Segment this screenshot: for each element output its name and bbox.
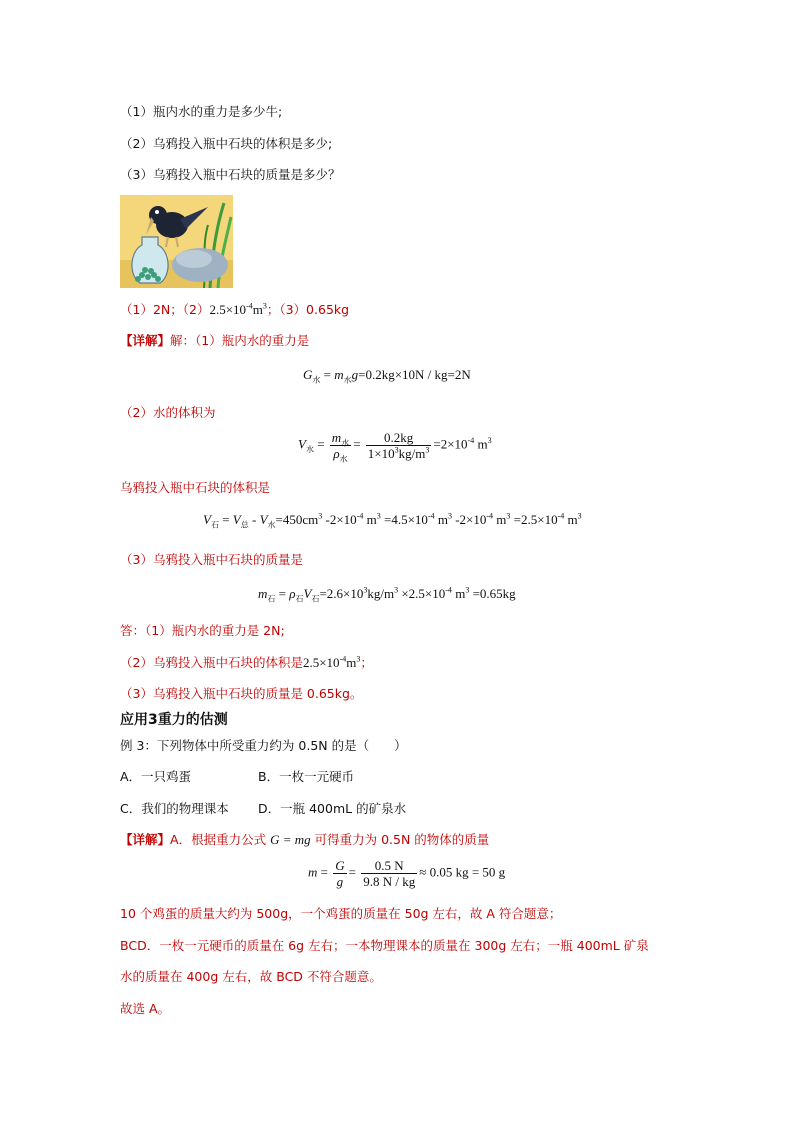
- equation-volume-stone: $V_石 = V_总 - V_水=450cm^3$ $-2\times 10^{-4}$ $m^3 =4.5\times 10^{-4}$ $m^3$ $-2\times 10^{-4}$ $m^3 =2.5\times 10^{-4}$ $m^3$: [203, 511, 582, 530]
- detail-intro: 【详解】解：（1）瓶内水的重力是: [120, 333, 310, 348]
- equation-mass-estimate: m = $\frac{G}{g}$ = $\frac{0.5 N}{9.8 N / kg}$ ≈ 0.05 kg = 50 g: [308, 858, 506, 889]
- crow-bottle-illustration: [120, 195, 233, 288]
- equation-volume-water: $V_水$ = $\frac{m_水}{\rho_水}$ = $\frac{0.2kg}{1\times 10^3kg/m^3}$ $=2\times 10^{-4}$ $m^3$: [298, 430, 492, 464]
- step-2-heading: （2）水的体积为: [120, 405, 216, 420]
- option-a: A．一只鸡蛋: [120, 769, 192, 784]
- example-3: 例 3：下列物体中所受重力约为 0.5N 的是（ ）: [120, 738, 407, 753]
- option-c: C．我们的物理课本: [120, 801, 229, 816]
- explanation-line-1: 10 个鸡蛋的质量大约为 500g，一个鸡蛋的质量在 50g 左右，故 A 符合题意；: [120, 906, 562, 921]
- question-2: （2）乌鸦投入瓶中石块的体积是多少;: [120, 136, 333, 151]
- equation-gravity: $G_水 = m_水g=0.2kg\times 10N / kg=2N$: [303, 367, 471, 385]
- answer-summary: （1）2N；$(2)2.5\times 10^{-4}m^3$；（3）0.65kg: [120, 301, 350, 317]
- step-2b-heading: 乌鸦投入瓶中石块的体积是: [120, 480, 271, 495]
- conclusion-1: 答：（1）瓶内水的重力是 2N;: [120, 623, 285, 638]
- section-title: 应用3重力的估测: [120, 712, 228, 728]
- option-b: B．一枚一元硬币: [258, 769, 355, 784]
- step-3-heading: （3）乌鸦投入瓶中石块的质量是: [120, 552, 303, 567]
- conclusion-3: （3）乌鸦投入瓶中石块的质量是 0.65kg。: [120, 686, 363, 701]
- explanation-line-3: 水的质量在 400g 左右，故 BCD 不符合题意。: [120, 969, 382, 984]
- question-1: （1）瓶内水的重力是多少牛;: [120, 104, 283, 119]
- option-d: D．一瓶 400mL 的矿泉水: [258, 801, 407, 816]
- conclusion-2: （2）乌鸦投入瓶中石块的体积是$2.5\times 10^{-4}m^3$；: [120, 654, 373, 670]
- final-choice: 故选 A。: [120, 1001, 171, 1016]
- explanation-line-2: BCD．一枚一元硬币的质量在 6g 左右；一本物理课本的质量在 300g 左右；一瓶 400mL 矿泉: [120, 938, 649, 953]
- detail-example-3: 【详解】A．根据重力公式 G = mg 可得重力为 0.5N 的物体的质量: [120, 832, 490, 847]
- question-3: （3）乌鸦投入瓶中石块的质量是多少？: [120, 167, 341, 182]
- equation-mass-stone: $m_石 = \rho_石V_石=2.6\times 10^3kg/m^3 \times 2.5\times 10^{-4}$ $m^3 =0.65kg$: [258, 585, 516, 604]
